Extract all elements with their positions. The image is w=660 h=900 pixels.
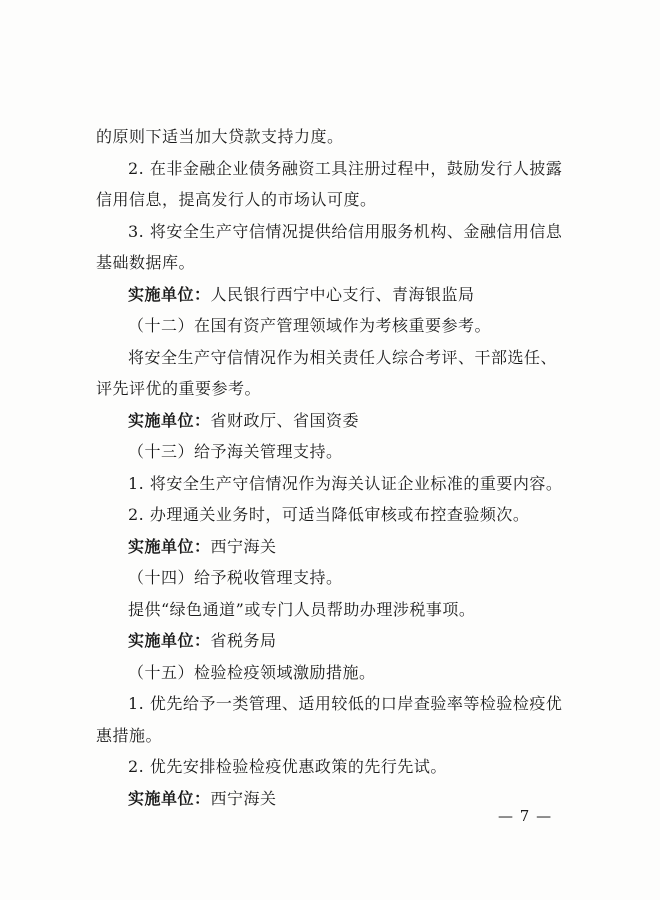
text-line: 1. 将安全生产守信情况作为海关认证企业标准的重要内容。 [128, 473, 563, 493]
text-line: 2. 办理通关业务时，可适当降低审核或布控查验频次。 [128, 505, 530, 524]
text-line: 评先评优的重要参考。 [96, 379, 262, 398]
text-line: 2. 优先安排检验检疫优惠政策的先行先试。 [128, 757, 447, 776]
section-heading: （十四）给予税收管理支持。 [128, 568, 343, 587]
text-line: 将安全生产守信情况作为相关责任人综合考评、干部选任、 [128, 347, 558, 367]
implementing-unit-value: 西宁海关 [210, 536, 277, 556]
text-line: 1. 优先给予一类管理、适用较低的口岸查验率等检验检疫优 [128, 694, 563, 713]
implementing-unit-line [96, 625, 596, 657]
section-heading: （十二）在国有资产管理领域作为考核重要参考。 [128, 316, 492, 335]
implementing-unit-line [96, 405, 596, 437]
implementing-unit-line [96, 531, 596, 563]
implementing-unit-label: 实施单位： [128, 631, 211, 650]
text-line: 基础数据库。 [96, 253, 196, 272]
implementing-unit-value: 西宁海关 [210, 788, 277, 808]
implementing-unit-line [96, 279, 596, 311]
implementing-unit-value: 人民银行西宁中心支行、青海银监局 [210, 284, 475, 304]
page-number: — 7 — [498, 807, 553, 825]
section-heading: （十五）检验检疫领域激励措施。 [128, 662, 376, 682]
implementing-unit-label: 实施单位： [128, 410, 211, 430]
implementing-unit-label: 实施单位： [128, 284, 211, 304]
implementing-unit-value: 省税务局 [210, 631, 277, 650]
text-line: 提供“绿色通道”或专门人员帮助办理涉税事项。 [128, 599, 476, 619]
implementing-unit-label: 实施单位： [128, 536, 211, 556]
text-line: 惠措施。 [96, 725, 163, 745]
implementing-unit-value: 省财政厅、省国资委 [210, 410, 360, 430]
body-text [96, 121, 596, 814]
text-line: 信用信息，提高发行人的市场认可度。 [96, 190, 377, 209]
section-heading: （十三）给予海关管理支持。 [128, 442, 343, 461]
text-line: 的原则下适当加大贷款支持力度。 [96, 127, 344, 146]
text-line: 3. 将安全生产守信情况提供给信用服务机构、金融信用信息 [128, 221, 563, 241]
text-line: 2. 在非金融企业债务融资工具注册过程中，鼓励发行人披露 [128, 158, 563, 178]
implementing-unit-label: 实施单位： [128, 788, 211, 808]
